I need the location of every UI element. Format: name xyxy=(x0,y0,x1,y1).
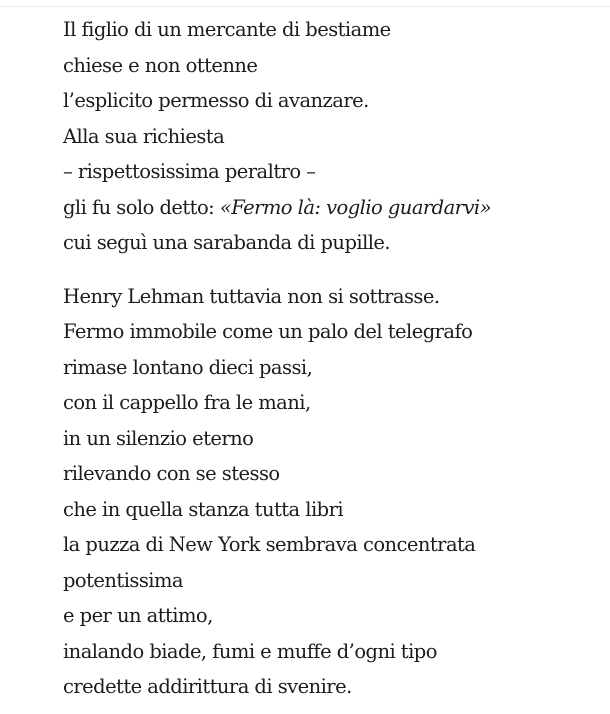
poem-line-with-quote xyxy=(63,190,603,226)
poem-line: Henry Lehman tuttavia non si sottrasse. xyxy=(63,284,440,308)
top-divider xyxy=(0,0,610,7)
poem-line: Alla sua richiesta xyxy=(63,124,225,148)
poem-line: Il figlio di un mercante di bestiame xyxy=(63,18,391,41)
poem-line: inalando biade, fumi e muffe d’ogni tipo xyxy=(63,639,437,663)
stanza-1 xyxy=(63,12,603,261)
line-prefix: gli fu solo detto: xyxy=(63,195,220,219)
poem-line: credette addirittura di svenire. xyxy=(63,675,352,698)
poem-line: potentissima xyxy=(63,568,183,592)
poem-line: l’esplicito permesso di avanzare. xyxy=(63,89,369,112)
poem-line: che in quella stanza tutta libri xyxy=(63,497,344,521)
poem-line: cui seguì una sarabanda di pupille. xyxy=(63,231,391,254)
poem-line: e per un attimo, xyxy=(63,604,213,627)
poem-line: la puzza di New York sembrava concentrata xyxy=(63,533,476,556)
poem-line: in un silenzio eterno xyxy=(63,426,254,450)
stanza-2 xyxy=(63,279,603,705)
poem-line: rimase lontano dieci passi, xyxy=(63,355,313,379)
poem-line: Fermo immobile come un palo del telegrafo xyxy=(63,320,473,343)
poem-text xyxy=(63,12,603,705)
poem-line: rilevando con se stesso xyxy=(63,462,280,485)
poem-line: con il cappello fra le mani, xyxy=(63,391,311,414)
poem-line: chiese e non ottenne xyxy=(63,53,258,77)
italic-quote: «Fermo là: voglio guardarvi» xyxy=(219,195,491,219)
poem-line: – rispettosissima peraltro – xyxy=(63,160,316,183)
